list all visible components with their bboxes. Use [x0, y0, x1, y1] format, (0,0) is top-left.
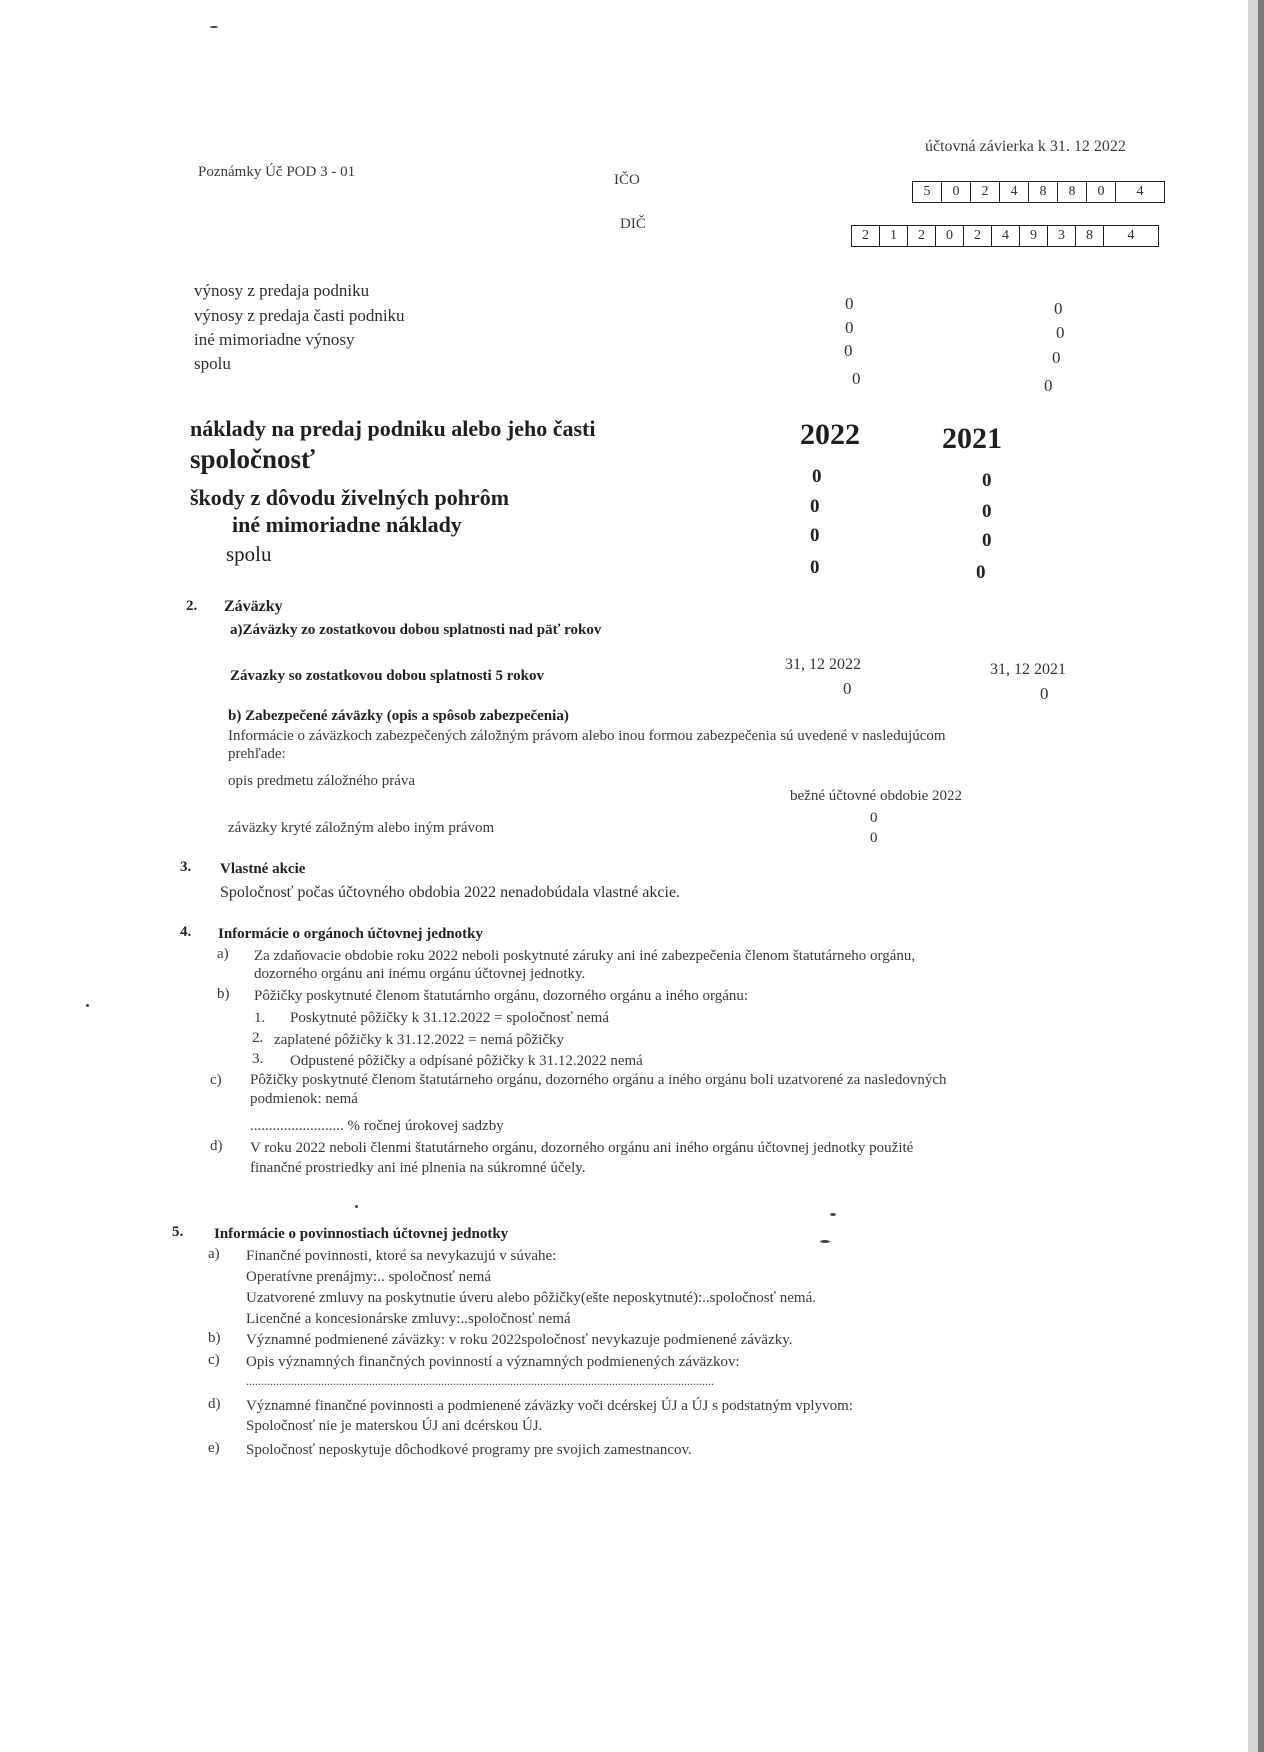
section-4c-text: Pôžičky poskytnuté členom štatutárneho orgánu, dozorného orgánu a iného orgánu boli uzatvorené za nasledovných: [250, 1072, 947, 1088]
costs-value-2021: 0: [982, 501, 992, 522]
dic-digit: 3: [1048, 226, 1076, 246]
scan-speck: [86, 1004, 89, 1007]
ico-label: IČO: [614, 172, 640, 188]
ico-digit: 5: [913, 182, 942, 202]
item-mark: c): [208, 1352, 220, 1368]
section-4d-text: finančné prostriedky ani iné plnenia na súkromné účely.: [250, 1160, 586, 1176]
item-mark: a): [208, 1246, 220, 1262]
revenue-value-2022: 0: [845, 318, 854, 337]
item-mark: b): [208, 1330, 221, 1346]
section-4b-text: Pôžičky poskytnuté členom štatutárnho orgánu, dozorného orgánu a iného orgánu:: [254, 988, 749, 1004]
dic-digit: 1: [880, 226, 908, 246]
year-2022-header: 2022: [800, 418, 860, 451]
revenue-label: spolu: [194, 354, 231, 373]
revenue-label: iné mimoriadne výnosy: [194, 330, 355, 349]
ico-digit: 2: [971, 182, 1000, 202]
section-4-title: Informácie o orgánoch účtovnej jednotky: [218, 926, 483, 942]
section-3-number: 3.: [180, 859, 192, 875]
costs-subtitle: spoločnosť: [190, 444, 316, 474]
dic-digit: 2: [908, 226, 936, 246]
ico-boxes: [912, 181, 1165, 203]
section-4d-text: V roku 2022 neboli členmi štatutárneho orgánu, dozorného orgánu ani iného orgánu účtovnej jednotky použité: [250, 1140, 914, 1156]
current-period-label: bežné účtovné obdobie 2022: [790, 788, 963, 804]
liabilities-value-previous: 0: [1040, 684, 1049, 703]
scan-edge-shadow: [1248, 0, 1258, 1752]
list-item: Licenčné a koncesionárske zmluvy:..spoločnosť nemá: [246, 1311, 571, 1327]
costs-label: škody z dôvodu živelných pohrôm: [190, 485, 510, 510]
list-item: Operatívne prenájmy:.. spoločnosť nemá: [246, 1269, 492, 1285]
list-item: Uzatvorené zmluvy na poskytnutie úveru alebo pôžičky(ešte neposkytnuté):..spoločnosť nemá.: [246, 1290, 816, 1306]
costs-label: iné mimoriadne náklady: [232, 512, 462, 537]
costs-value-2022: 0: [810, 525, 820, 546]
scan-speck: [830, 1213, 836, 1216]
section-2b-title: b) Zabezpečené záväzky (opis a spôsob zabezpečenia): [228, 708, 569, 724]
costs-title: náklady na predaj podniku alebo jeho časti: [190, 416, 596, 441]
revenue-label: výnosy z predaja časti podniku: [194, 306, 405, 325]
revenue-value-2021: 0: [1044, 376, 1053, 395]
costs-value-2021: 0: [982, 530, 992, 551]
scan-speck: [820, 1240, 830, 1243]
revenue-label: výnosy z predaja podniku: [194, 281, 370, 300]
secured-liabilities-label: záväzky kryté záložným alebo iným právom: [228, 820, 495, 836]
dic-boxes: [851, 225, 1159, 247]
dic-digit: 4: [1127, 228, 1135, 243]
dic-label: DIČ: [620, 216, 646, 232]
costs-value-2022: 0: [810, 496, 820, 517]
form-label: Poznámky Úč POD 3 - 01: [198, 164, 356, 180]
dic-digit: 0: [936, 226, 964, 246]
section-5a-text: Finančné povinnosti, ktoré sa nevykazujú v súvahe:: [246, 1248, 557, 1264]
list-num: 2.: [252, 1030, 264, 1046]
costs-value-2021: 0: [982, 470, 992, 491]
section-4a-text: Za zdaňovacie obdobie roku 2022 neboli poskytnuté záruky ani iné zabezpečenia členom štatutárneho orgánu,: [254, 948, 916, 964]
dic-digit: 9: [1020, 226, 1048, 246]
section-4c-text: ......................... % ročnej úrokovej sadzby: [250, 1118, 504, 1134]
date-current: 31, 12 2022: [785, 656, 861, 673]
section-5e-text: Spoločnosť neposkytuje dôchodkové programy pre svojich zamestnancov.: [246, 1442, 692, 1458]
item-mark: c): [210, 1072, 222, 1088]
date-previous: 31, 12 2021: [990, 661, 1066, 678]
ico-digit: 4: [1136, 184, 1144, 199]
scan-speck: [210, 26, 218, 28]
dic-digit: 4: [992, 226, 1020, 246]
item-mark: e): [208, 1440, 220, 1456]
section-5d-text: Významné finančné povinnosti a podmienené záväzky voči dcérskej ÚJ a ÚJ s podstatným vplyvom:: [246, 1398, 853, 1414]
costs-value-2022: 0: [812, 466, 822, 487]
dic-digit: 8: [1076, 226, 1104, 246]
revenue-value-2022: 0: [852, 369, 861, 388]
revenue-value-2021: 0: [1052, 348, 1061, 367]
section-4-number: 4.: [180, 924, 192, 940]
item-mark: a): [217, 946, 229, 962]
section-2-title: Záväzky: [224, 598, 283, 615]
list-num: 1.: [254, 1010, 266, 1026]
section-5d-text: Spoločnosť nie je materskou ÚJ ani dcérskou ÚJ.: [246, 1418, 543, 1434]
revenue-value-2021: 0: [1056, 323, 1065, 342]
revenue-value-2022: 0: [844, 341, 853, 360]
dic-digit: 2: [852, 226, 880, 246]
section-5c-text: Opis významných finančných povinností a významných podmienených záväzkov:: [246, 1354, 740, 1370]
section-5-number: 5.: [172, 1224, 184, 1240]
revenue-value-2022: 0: [845, 294, 854, 313]
section-4c-text: podmienok: nemá: [250, 1091, 358, 1107]
liabilities-value-current: 0: [843, 679, 852, 698]
section-2a-row-label: Závazky so zostatkovou dobou splatnosti 5 rokov: [230, 668, 544, 684]
year-2021-header: 2021: [942, 422, 1002, 455]
section-5b-text: Významné podmienené záväzky: v roku 2022spoločnosť nevykazuje podmienené záväzky.: [246, 1332, 793, 1348]
section-2b-text: Informácie o záväzkoch zabezpečených záložným právom alebo inou formou zabezpečenia sú uvedené v nasledujúcom: [228, 728, 946, 744]
list-num: 3.: [252, 1051, 264, 1067]
costs-value-2022: 0: [810, 557, 820, 578]
ico-digit: 0: [942, 182, 971, 202]
section-2a-title: a)Záväzky zo zostatkovou dobou splatnosti nad päť rokov: [230, 622, 602, 638]
section-4a-text: dozorného orgánu ani inému orgánu účtovnej jednotky.: [254, 966, 586, 982]
closing-label: účtovná závierka k 31. 12 2022: [925, 138, 1126, 155]
ico-digit: 0: [1087, 182, 1116, 202]
scan-speck: [355, 1205, 358, 1208]
ico-digit: 8: [1029, 182, 1058, 202]
pledge-label: opis predmetu záložného práva: [228, 773, 416, 789]
section-2-number: 2.: [186, 598, 198, 614]
costs-value-2021: 0: [976, 562, 986, 583]
section-5-title: Informácie o povinnostiach účtovnej jednotky: [214, 1226, 509, 1242]
costs-label: spolu: [226, 542, 272, 566]
secured-value: 0: [870, 830, 878, 846]
item-mark: b): [217, 986, 230, 1002]
revenue-value-2021: 0: [1054, 299, 1063, 318]
secured-value: 0: [870, 810, 878, 826]
ico-digit: 4: [1000, 182, 1029, 202]
section-3-text: Spoločnosť počas účtovného obdobia 2022 nenadobúdala vlastné akcie.: [220, 884, 681, 901]
item-mark: d): [208, 1396, 221, 1412]
item-mark: d): [210, 1138, 223, 1154]
scan-edge: [1258, 0, 1264, 1752]
ico-digit: 8: [1058, 182, 1087, 202]
list-item: Poskytnuté pôžičky k 31.12.2022 = spoločnosť nemá: [290, 1010, 610, 1026]
section-2b-text: prehľade:: [228, 746, 286, 762]
dic-digit: 2: [964, 226, 992, 246]
list-item: zaplatené pôžičky k 31.12.2022 = nemá pôžičky: [274, 1032, 565, 1048]
list-item: Odpustené pôžičky a odpísané pôžičky k 31.12.2022 nemá: [290, 1053, 643, 1069]
section-3-title: Vlastné akcie: [220, 861, 306, 877]
section-5c-dots: ............................................................................................................................................................: [246, 1374, 714, 1388]
